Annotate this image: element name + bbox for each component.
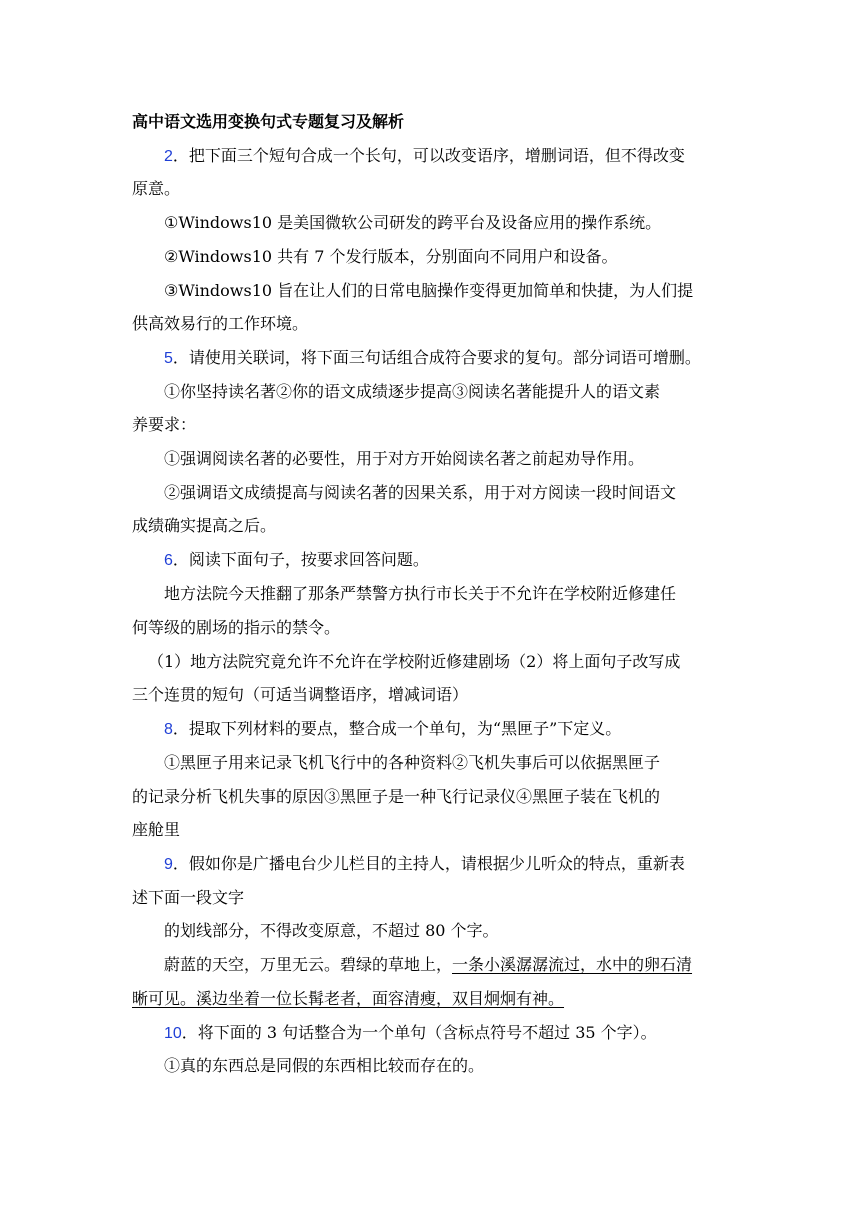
question-text: ．将下面的 3 句话整合为一个单句（含标点符号不超过 35 个字）。 xyxy=(181,1023,657,1042)
passage-plain-text: 蔚蓝的天空，万里无云。碧绿的草地上， xyxy=(164,955,453,974)
underlined-text: 晰可见。溪边坐着一位长髯老者，面容清瘦，双目炯炯有神。 xyxy=(132,989,565,1008)
question-text: ．请使用关联词，将下面三句话组合成符合要求的复句。部分词语可增删。 xyxy=(172,348,701,367)
question-number: 5 xyxy=(164,350,173,367)
question-5-requirement-2-cont: 成绩确实提高之后。 xyxy=(132,516,277,535)
question-text: ．假如你是广播电台少儿栏目的主持人，请根据少儿听众的特点，重新表 xyxy=(172,854,685,873)
question-text: ．提取下列材料的要点，整合成一个单句，为“黑匣子”下定义。 xyxy=(172,719,622,738)
document-title: 高中语文选用变换句式专题复习及解析 xyxy=(132,112,405,131)
question-10-stem xyxy=(164,1023,764,1044)
question-9-passage-cont xyxy=(132,989,732,1009)
question-2-sentence-3: ③Windows10 旨在让人们的日常电脑操作变得更加简单和快捷，为人们提 xyxy=(164,281,694,300)
question-number: 8 xyxy=(164,721,173,738)
question-5-requirement-1: ①强调阅读名著的必要性，用于对方开始阅读名著之前起劝导作用。 xyxy=(164,449,645,468)
question-number: 10 xyxy=(164,1025,182,1042)
question-8-material-cont: 的记录分析飞机失事的原因③黑匣子是一种飞行记录仪④黑匣子装在飞机的 xyxy=(132,787,661,806)
question-text: ．把下面三个短句合成一个长句，可以改变语序，增删词语，但不得改变 xyxy=(172,146,685,165)
question-2-sentence-2: ②Windows10 共有 7 个发行版本，分别面向不同用户和设备。 xyxy=(164,247,618,266)
question-10-sentence-1: ①真的东西总是同假的东西相比较而存在的。 xyxy=(164,1056,485,1075)
question-9-stem xyxy=(164,854,764,875)
question-2-stem xyxy=(164,146,764,167)
question-number: 2 xyxy=(164,148,173,165)
question-number: 9 xyxy=(164,856,173,873)
question-6-passage: 地方法院今天推翻了那条严禁警方执行市长关于不允许在学校附近修建任 xyxy=(164,584,677,603)
question-6-tasks: （1）地方法院究竟允许不允许在学校附近修建剧场（2）将上面句子改写成 xyxy=(148,652,681,671)
question-5-items-cont: 养要求： xyxy=(132,415,197,434)
question-2-stem-cont: 原意。 xyxy=(132,179,181,198)
question-8-stem xyxy=(164,719,764,740)
question-2-sentence-1: ①Windows10 是美国微软公司研发的跨平台及设备应用的操作系统。 xyxy=(164,213,662,232)
question-6-tasks-cont: 三个连贯的短句（可适当调整语序，增减词语） xyxy=(132,685,469,704)
question-8-material: ①黑匣子用来记录飞机飞行中的各种资料②飞机失事后可以依据黑匣子 xyxy=(164,753,661,772)
question-9-stem-cont: 述下面一段文字 xyxy=(132,888,245,907)
question-5-stem xyxy=(164,348,764,369)
question-9-requirement: 的划线部分，不得改变原意，不超过 80 个字。 xyxy=(164,921,499,940)
question-2-sentence-3-cont: 供高效易行的工作环境。 xyxy=(132,314,309,333)
question-number: 6 xyxy=(164,552,173,569)
question-text: ．阅读下面句子，按要求回答问题。 xyxy=(172,550,429,569)
question-9-passage xyxy=(164,955,764,975)
question-5-requirement-2: ②强调语文成绩提高与阅读名著的因果关系，用于对方阅读一段时间语文 xyxy=(164,483,677,502)
question-5-items: ①你坚持读名著②你的语文成绩逐步提高③阅读名著能提升人的语文素 xyxy=(164,382,661,401)
question-6-stem xyxy=(164,550,764,571)
underlined-text: 一条小溪潺潺流过，水中的卵石清 xyxy=(452,955,693,974)
question-6-passage-cont: 何等级的剧场的指示的禁令。 xyxy=(132,618,341,637)
question-8-material-end: 座舱里 xyxy=(132,820,181,839)
